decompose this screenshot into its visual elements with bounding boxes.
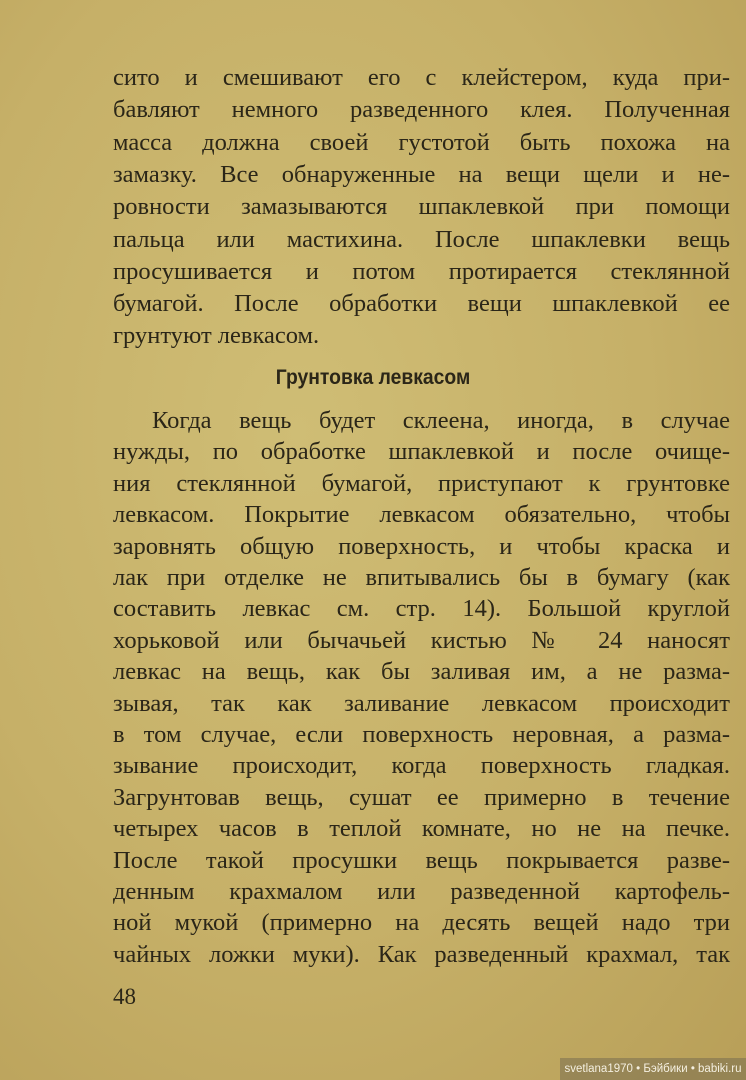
text-line: масса должна своей густотой быть похожа на [113, 128, 730, 156]
text-line: зывая, так как заливание левкасом происходит [113, 689, 730, 717]
text-line: зывание происходит, когда поверхность гладкая. [113, 752, 730, 780]
text-line: ровности замазываются шпаклевкой при помощи [113, 193, 730, 221]
text-line: пальца или мастихина. После шпаклевки вещь [113, 225, 730, 253]
text-line: После такой просушки вещь покрывается разве- [113, 846, 730, 874]
text-line: в том случае, если поверхность неровная, а разма- [113, 721, 730, 748]
page-number: 48 [113, 984, 136, 1009]
text-line: просушивается и потом протирается стеклянной [113, 257, 730, 285]
text-line: четырех часов в теплой комнате, но не на печке. [113, 815, 730, 843]
text-line: ния стеклянной бумагой, приступают к грунтовке [113, 469, 730, 497]
text-line: ной мукой (примерно на десять вещей надо три [113, 909, 730, 937]
text-line: лак при отделке не впитывались бы в бумагу (как [113, 564, 730, 591]
text-line: бавляют немного разведенного клея. Полученная [113, 96, 730, 124]
text-line: левкас на вещь, как бы заливая им, а не разма- [113, 658, 730, 686]
text-line: нужды, по обработке шпаклевкой и после очище- [113, 438, 730, 466]
text-line: грунтуют левкасом. [113, 322, 320, 350]
text-line: сито и смешивают его с клейстером, куда при- [113, 64, 730, 91]
text-line: левкасом. Покрытие левкасом обязательно, чтобы [113, 501, 730, 529]
text-line: замазку. Все обнаруженные на вещи щели и не- [113, 160, 730, 188]
watermark: svetlana1970 • Бэйбики • babiki.ru [560, 1058, 746, 1080]
text-line: составить левкас см. стр. 14). Большой круглой [113, 595, 730, 623]
text-line: Когда вещь будет склеена, иногда, в случае [152, 407, 730, 434]
section-heading: Грунтовка левкасом [275, 366, 471, 389]
text-line: чайных ложки муки). Как разведенный крахмал, так [113, 940, 730, 968]
text-line: Загрунтовав вещь, сушат ее примерно в течение [113, 783, 730, 811]
text-line: бумагой. После обработки вещи шпаклевкой ее [113, 290, 730, 318]
text-line: денным крахмалом или разведенной картофель- [113, 878, 730, 905]
text-line: заровнять общую поверхность, и чтобы краска и [113, 532, 730, 560]
text-line: хорьковой или бычачьей кистью № 24 наносят [113, 626, 730, 654]
